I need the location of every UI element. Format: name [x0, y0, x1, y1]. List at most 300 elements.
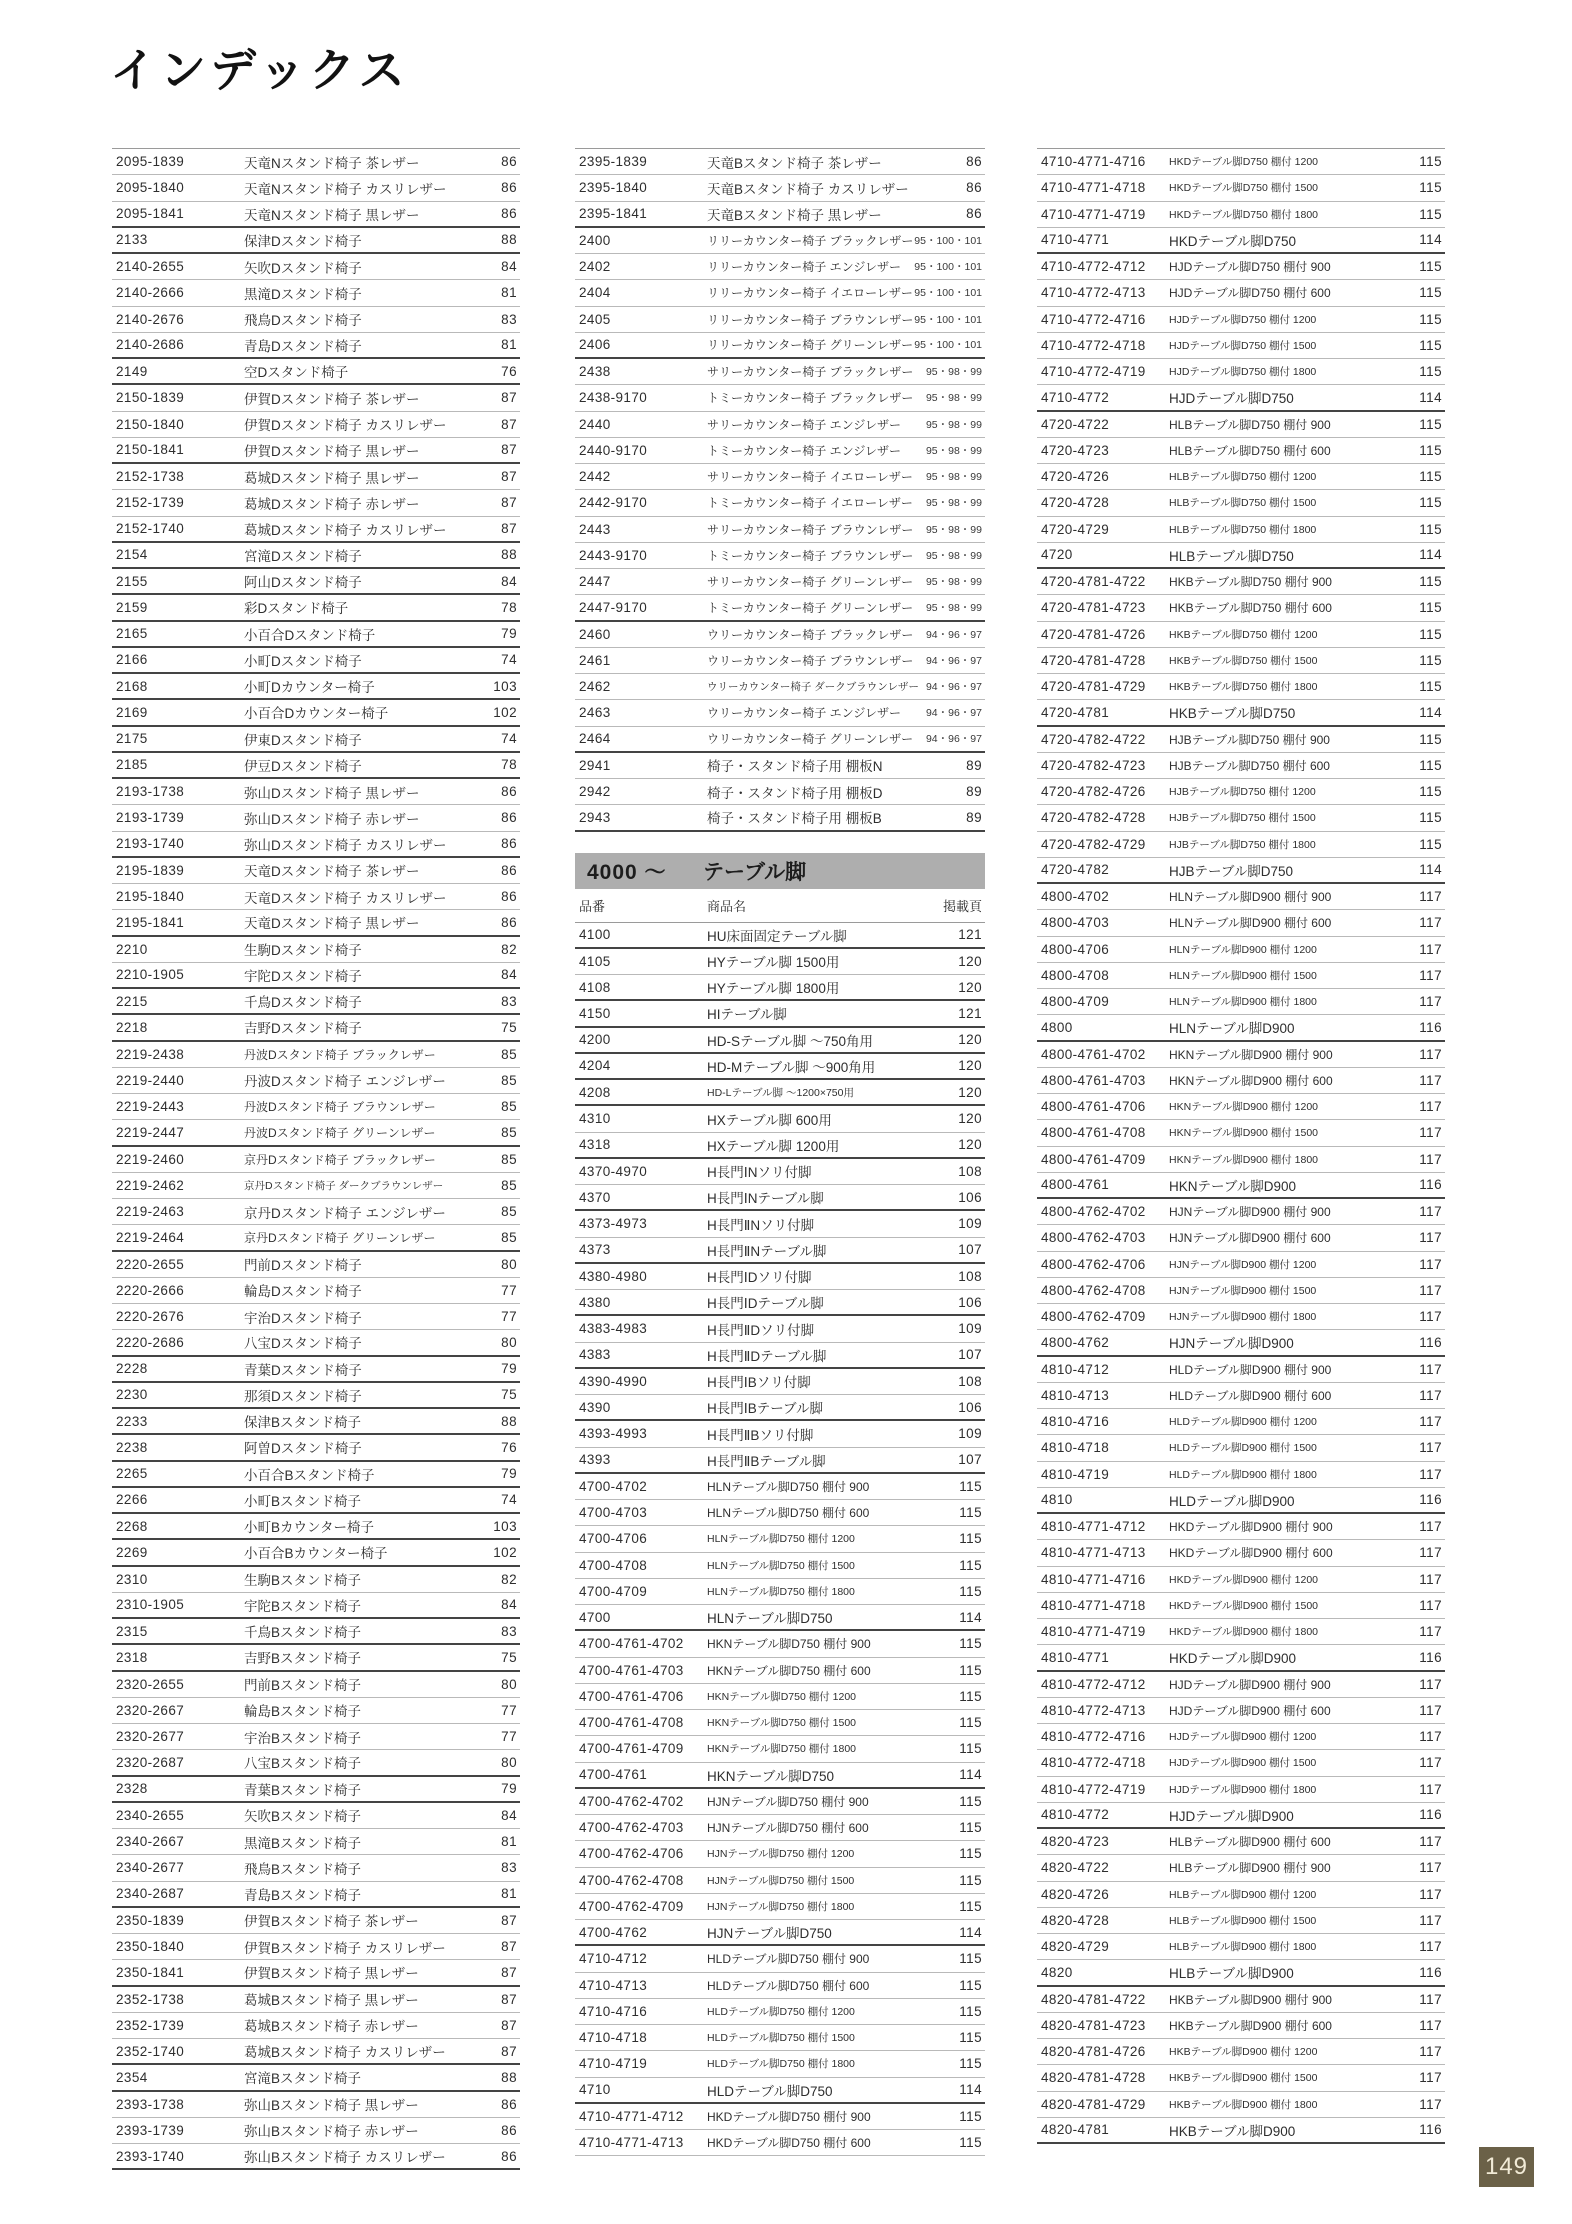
- index-row: [1037, 648, 1445, 674]
- product-name: HJDテーブル脚D750 棚付 1500: [1169, 339, 1317, 352]
- index-row: [1037, 307, 1445, 333]
- product-code: 2310: [116, 1571, 148, 1587]
- product-code: 2150-1841: [116, 442, 185, 458]
- product-name: HLBテーブル脚D750 棚付 1500: [1169, 497, 1317, 510]
- product-code: 4200: [579, 1032, 611, 1048]
- index-row: [575, 1605, 985, 1631]
- index-row: [575, 1841, 985, 1867]
- product-name: 八宝Bスタンド椅子: [244, 1756, 362, 1772]
- product-name: HJNテーブル脚D750: [707, 1926, 832, 1942]
- page-ref: 74: [501, 731, 517, 747]
- page-ref: 115: [959, 1531, 982, 1547]
- product-name: 弥山Dスタンド椅子 黒レザー: [244, 785, 420, 801]
- product-code: 4820-4781-4726: [1041, 2044, 1146, 2060]
- page-number-badge: 149: [1479, 2147, 1534, 2187]
- product-code: 4700: [579, 1609, 611, 1625]
- page-ref: 115: [1419, 784, 1442, 800]
- product-name: 宇陀Dスタンド椅子: [244, 968, 362, 984]
- index-row: [1037, 1199, 1445, 1225]
- product-name: 椅子・スタンド椅子用 棚板D: [707, 785, 883, 801]
- product-code: 4800-4762-4709: [1041, 1309, 1146, 1325]
- product-name: サリーカウンター椅子 イエローレザー: [707, 470, 913, 485]
- product-code: 2195-1840: [116, 889, 185, 905]
- product-code: 2352-1740: [116, 2043, 185, 2059]
- product-code: 2943: [579, 809, 611, 825]
- page-ref: 78: [501, 599, 517, 615]
- product-name: 八宝Dスタンド椅子: [244, 1336, 362, 1352]
- index-row: [575, 2130, 985, 2156]
- product-code: 2095-1841: [116, 206, 185, 222]
- index-row: [575, 1421, 985, 1447]
- product-name: HJNテーブル脚D900 棚付 1500: [1169, 1284, 1317, 1297]
- index-row: [575, 753, 985, 779]
- index-row: [1037, 1094, 1445, 1120]
- product-code: 2233: [116, 1413, 148, 1429]
- index-row: [1037, 280, 1445, 306]
- index-row: [112, 333, 520, 359]
- page-ref: 88: [501, 232, 517, 248]
- product-name: 天竜Dスタンド椅子 黒レザー: [244, 916, 420, 932]
- page-ref: 115: [1419, 259, 1442, 275]
- product-name: リリーカウンター椅子 ブラックレザー: [707, 233, 914, 248]
- product-name: 伊東Dスタンド椅子: [244, 732, 362, 748]
- index-row: [112, 2013, 520, 2039]
- page-ref: 77: [501, 1309, 517, 1325]
- index-row: [575, 1395, 985, 1421]
- product-code: 4710-4713: [579, 1977, 648, 1993]
- product-name: HLBテーブル脚D750 棚付 600: [1169, 443, 1331, 458]
- index-row: [112, 1698, 520, 1724]
- product-name: H長門ⅠBソリ付脚: [707, 1375, 811, 1391]
- index-row: [112, 1094, 520, 1120]
- product-code: 2443: [579, 521, 611, 537]
- product-code: 4700-4708: [579, 1557, 648, 1573]
- index-row: [1037, 1147, 1445, 1173]
- index-column-1: [112, 148, 520, 2170]
- page-ref: 117: [1419, 1755, 1442, 1771]
- index-row: [1037, 1567, 1445, 1593]
- page-ref: 117: [1419, 1072, 1442, 1088]
- product-code: 4820-4781-4728: [1041, 2070, 1146, 2086]
- index-row: [575, 727, 985, 753]
- product-code: 4318: [579, 1137, 611, 1153]
- product-name: H長門ⅡDソリ付脚: [707, 1322, 815, 1338]
- index-row: [1037, 727, 1445, 753]
- page-ref: 120: [958, 953, 982, 969]
- product-code: 4800-4762: [1041, 1334, 1110, 1350]
- product-code: 2320-2667: [116, 1702, 185, 1718]
- index-row: [575, 923, 985, 949]
- product-name: HLDテーブル脚D750 棚付 1800: [707, 2058, 855, 2071]
- product-name: 天竜Dスタンド椅子 茶レザー: [244, 864, 420, 880]
- product-code: 4700-4762-4709: [579, 1898, 684, 1914]
- product-code: 2440-9170: [579, 442, 648, 458]
- product-name: HKDテーブル脚D900 棚付 600: [1169, 1546, 1333, 1561]
- product-name: HKDテーブル脚D750 棚付 900: [707, 2109, 871, 2124]
- product-name: 弥山Dスタンド椅子 赤レザー: [244, 811, 420, 827]
- index-row: [112, 1068, 520, 1094]
- index-row: [575, 805, 985, 831]
- index-row: [112, 412, 520, 438]
- page-ref: 115: [959, 1583, 982, 1599]
- product-code: 4710-4712: [579, 1951, 648, 1967]
- product-code: 2443-9170: [579, 547, 648, 563]
- product-name: HLBテーブル脚D750: [1169, 548, 1294, 564]
- index-row: [575, 1553, 985, 1579]
- product-name: 天竜Bスタンド椅子 カスリレザー: [707, 181, 909, 197]
- page-ref: 115: [1419, 206, 1442, 222]
- product-name: 飛鳥Dスタンド椅子: [244, 313, 362, 329]
- index-row: [112, 1987, 520, 2013]
- page-ref: 84: [501, 573, 517, 589]
- product-name: HJNテーブル脚D900 棚付 600: [1169, 1231, 1331, 1246]
- product-code: 2169: [116, 704, 148, 720]
- product-name: HJNテーブル脚D750 棚付 600: [707, 1821, 869, 1836]
- product-name: 保津Bスタンド椅子: [244, 1415, 362, 1431]
- index-row: [112, 1777, 520, 1803]
- product-code: 4720-4728: [1041, 495, 1110, 511]
- product-code: 2220-2655: [116, 1256, 185, 1272]
- page-ref: 95・98・99: [925, 366, 982, 379]
- page-ref: 80: [501, 1676, 517, 1692]
- product-name: HKDテーブル脚D750 棚付 600: [707, 2136, 871, 2151]
- product-name: HJDテーブル脚D900 棚付 600: [1169, 1703, 1331, 1718]
- index-row: [112, 254, 520, 280]
- product-name: H長門ⅡDテーブル脚: [707, 1348, 827, 1364]
- product-name: HJNテーブル脚D750 棚付 1800: [707, 1900, 855, 1913]
- product-code: 2150-1839: [116, 390, 185, 406]
- product-name: 京丹Dスタンド椅子 ダークブラウンレザー: [244, 1179, 444, 1192]
- index-row: [1037, 779, 1445, 805]
- index-row: [112, 674, 520, 700]
- page-ref: 115: [1419, 442, 1442, 458]
- page-ref: 80: [501, 1256, 517, 1272]
- index-row: [112, 1619, 520, 1645]
- page-ref: 115: [959, 1951, 982, 1967]
- page-ref: 115: [1419, 731, 1442, 747]
- index-row: [1037, 1934, 1445, 1960]
- page-ref: 83: [501, 311, 517, 327]
- index-row: [575, 333, 985, 359]
- index-row: [112, 1645, 520, 1671]
- index-row: [1037, 359, 1445, 385]
- product-code: 2219-2443: [116, 1099, 185, 1115]
- index-row: [112, 490, 520, 516]
- product-name: HXテーブル脚 1200用: [707, 1138, 840, 1154]
- product-name: 千鳥Bスタンド椅子: [244, 1625, 362, 1641]
- product-name: 那須Dスタンド椅子: [244, 1388, 362, 1404]
- product-code: 2395-1839: [579, 154, 648, 170]
- product-code: 4820-4722: [1041, 1860, 1110, 1876]
- index-row: [1037, 1777, 1445, 1803]
- product-code: 2269: [116, 1544, 148, 1560]
- product-code: 4100: [579, 927, 611, 943]
- page-ref: 115: [1419, 574, 1442, 590]
- product-name: HLNテーブル脚D900: [1169, 1021, 1295, 1037]
- page-ref: 108: [958, 1163, 982, 1179]
- product-code: 2352-1738: [116, 1991, 185, 2007]
- index-row: [1037, 1304, 1445, 1330]
- index-row: [1037, 490, 1445, 516]
- product-code: 4710-4771-4716: [1041, 154, 1146, 170]
- product-code: 2354: [116, 2069, 148, 2085]
- index-row: [575, 1080, 985, 1106]
- index-row: [112, 1383, 520, 1409]
- product-code: 4810-4772-4716: [1041, 1729, 1146, 1745]
- page-ref: 75: [501, 1649, 517, 1665]
- product-code: 2133: [116, 232, 148, 248]
- page-ref: 87: [501, 390, 517, 406]
- product-code: 2219-2463: [116, 1204, 185, 1220]
- page-ref: 86: [501, 889, 517, 905]
- index-row: [112, 1540, 520, 1566]
- index-row: [575, 1159, 985, 1185]
- product-name: HJBテーブル脚D750 棚付 1200: [1169, 786, 1316, 799]
- product-code: 4800-4761-4709: [1041, 1151, 1146, 1167]
- index-row: [1037, 412, 1445, 438]
- product-name: HLNテーブル脚D750 棚付 600: [707, 1506, 870, 1521]
- product-code: 2442-9170: [579, 495, 648, 511]
- product-name: 京丹Dスタンド椅子 ブラックレザー: [244, 1152, 436, 1167]
- product-code: 4720-4781: [1041, 704, 1110, 720]
- page-ref: 81: [501, 285, 517, 301]
- product-name: 伊賀Dスタンド椅子 黒レザー: [244, 443, 420, 459]
- product-name: HKBテーブル脚D900 棚付 600: [1169, 2018, 1332, 2033]
- index-row: [575, 1631, 985, 1657]
- product-code: 4700-4706: [579, 1531, 648, 1547]
- product-code: 4108: [579, 979, 611, 995]
- product-name: 葛城Bスタンド椅子 赤レザー: [244, 2019, 419, 2035]
- page-ref: 114: [1419, 862, 1442, 878]
- product-name: H長門ⅡBテーブル脚: [707, 1453, 826, 1469]
- page-ref: 86: [966, 154, 982, 170]
- index-row: [1037, 805, 1445, 831]
- page-ref: 117: [1419, 1361, 1442, 1377]
- page-ref: 85: [501, 1124, 517, 1140]
- index-row: [1037, 333, 1445, 359]
- page-ref: 86: [501, 180, 517, 196]
- product-code: 4700-4761-4702: [579, 1636, 684, 1652]
- product-name: HLNテーブル脚D900 棚付 900: [1169, 890, 1332, 905]
- product-code: 4800: [1041, 1019, 1073, 1035]
- product-name: HKDテーブル脚D750: [1169, 233, 1297, 249]
- product-code: 4810-4771-4712: [1041, 1519, 1146, 1535]
- page-ref: 82: [501, 941, 517, 957]
- index-row: [112, 1567, 520, 1593]
- index-row: [1037, 1120, 1445, 1146]
- product-code: 4710: [579, 2082, 611, 2098]
- product-code: 2219-2438: [116, 1046, 185, 1062]
- index-row: [112, 1435, 520, 1461]
- page-ref: 117: [1419, 1624, 1442, 1640]
- product-code: 2438: [579, 364, 611, 380]
- page-ref: 83: [501, 993, 517, 1009]
- page-ref: 95・98・99: [925, 418, 982, 431]
- product-code: 2218: [116, 1019, 148, 1035]
- product-code: 4710-4772-4719: [1041, 364, 1146, 380]
- page-ref: 84: [501, 259, 517, 275]
- page-ref: 83: [501, 1860, 517, 1876]
- page-ref: 81: [501, 337, 517, 353]
- page-ref: 78: [501, 757, 517, 773]
- page-ref: 115: [1419, 154, 1442, 170]
- product-name: HLNテーブル脚D750: [707, 1611, 833, 1627]
- product-code: 2165: [116, 626, 148, 642]
- product-name: 宮滝Bスタンド椅子: [244, 2071, 362, 2087]
- page-ref: 120: [958, 1111, 982, 1127]
- page-ref: 95・98・99: [925, 523, 982, 536]
- page-ref: 115: [959, 1662, 982, 1678]
- page-ref: 83: [501, 1623, 517, 1639]
- product-code: 4810-4771-4716: [1041, 1571, 1146, 1587]
- product-name: HD-Sテーブル脚 ～750角用: [707, 1033, 874, 1049]
- index-row: [575, 1815, 985, 1841]
- product-code: 2166: [116, 652, 148, 668]
- index-row: [575, 202, 985, 228]
- product-code: 4810-4718: [1041, 1440, 1110, 1456]
- page-ref: 117: [1419, 1414, 1442, 1430]
- index-row: [575, 1028, 985, 1054]
- product-name: 小町Dカウンター椅子: [244, 680, 375, 696]
- index-row: [1037, 1252, 1445, 1278]
- product-name: HKDテーブル脚D750 棚付 1200: [1169, 156, 1319, 169]
- index-row: [575, 1474, 985, 1500]
- product-name: 宇治Dスタンド椅子: [244, 1310, 362, 1326]
- index-row: [1037, 1645, 1445, 1671]
- index-row: [1037, 1330, 1445, 1356]
- product-code: 4810-4719: [1041, 1466, 1110, 1482]
- product-name: HLNテーブル脚D900 棚付 600: [1169, 916, 1332, 931]
- index-row: [575, 975, 985, 1001]
- product-name: 小町Bカウンター椅子: [244, 1520, 374, 1536]
- page-ref: 107: [958, 1347, 982, 1363]
- product-code: 4800-4762-4703: [1041, 1230, 1146, 1246]
- index-row: [1037, 1855, 1445, 1881]
- product-name: 伊豆Dスタンド椅子: [244, 758, 362, 774]
- header-product-name: 商品名: [707, 898, 747, 914]
- index-table-chairs-2: [575, 148, 985, 832]
- page-ref: 117: [1419, 1256, 1442, 1272]
- product-name: HJBテーブル脚D750 棚付 900: [1169, 732, 1330, 747]
- product-code: 4720: [1041, 547, 1073, 563]
- product-name: HLDテーブル脚D900 棚付 1200: [1169, 1416, 1317, 1429]
- page-ref: 117: [1419, 1046, 1442, 1062]
- product-name: HD-Mテーブル脚 ～900角用: [707, 1059, 876, 1075]
- product-name: HLDテーブル脚D750 棚付 1200: [707, 2005, 855, 2018]
- product-name: 黒滝Bスタンド椅子: [244, 1835, 362, 1851]
- page-ref: 86: [501, 2122, 517, 2138]
- index-row: [575, 1001, 985, 1027]
- page-ref: 115: [1419, 836, 1442, 852]
- section-header-table-legs: [575, 853, 985, 889]
- product-code: 4700-4762-4708: [579, 1872, 684, 1888]
- product-code: 4820-4728: [1041, 1912, 1110, 1928]
- product-code: 2461: [579, 652, 611, 668]
- index-row: [575, 1710, 985, 1736]
- page-ref: 87: [501, 442, 517, 458]
- product-code: 2268: [116, 1518, 148, 1534]
- product-name: 小町Bスタンド椅子: [244, 1493, 362, 1509]
- product-name: 天竜Nスタンド椅子 茶レザー: [244, 155, 420, 171]
- product-name: HJDテーブル脚D750 棚付 600: [1169, 286, 1331, 301]
- page-ref: 117: [1419, 2017, 1442, 2033]
- page-ref: 115: [959, 1820, 982, 1836]
- page-ref: 80: [501, 1334, 517, 1350]
- page-ref: 117: [1419, 1886, 1442, 1902]
- index-row: [575, 1868, 985, 1894]
- index-row: [112, 1120, 520, 1146]
- product-code: 4810-4772: [1041, 1807, 1110, 1823]
- product-code: 4720-4723: [1041, 442, 1110, 458]
- page-ref: 115: [1419, 757, 1442, 773]
- product-code: 4820-4729: [1041, 1939, 1110, 1955]
- page-ref: 94・96・97: [925, 681, 982, 694]
- page-ref: 115: [1419, 180, 1442, 196]
- product-code: 2140-2686: [116, 337, 185, 353]
- page-ref: 95・98・99: [925, 601, 982, 614]
- product-name: HJBテーブル脚D750 棚付 600: [1169, 758, 1330, 773]
- index-row: [112, 1803, 520, 1829]
- product-code: 4700-4761: [579, 1767, 648, 1783]
- product-code: 2140-2676: [116, 311, 185, 327]
- product-name: HJBテーブル脚D750 棚付 1500: [1169, 812, 1316, 825]
- page-ref: 89: [966, 784, 982, 800]
- product-code: 4393: [579, 1452, 611, 1468]
- product-code: 4710-4772-4712: [1041, 259, 1146, 275]
- index-row: [112, 779, 520, 805]
- page-ref: 121: [958, 1005, 982, 1021]
- index-row: [112, 202, 520, 228]
- product-code: 2404: [579, 285, 611, 301]
- product-name: HLBテーブル脚D750 棚付 1800: [1169, 523, 1317, 536]
- page-ref: 117: [1419, 1466, 1442, 1482]
- index-row: [575, 1185, 985, 1211]
- index-row: [112, 175, 520, 201]
- page-ref: 114: [1419, 389, 1442, 405]
- product-name: HKNテーブル脚D750: [707, 1768, 835, 1784]
- page-ref: 77: [501, 1729, 517, 1745]
- page-ref: 85: [501, 1177, 517, 1193]
- index-row: [1037, 149, 1445, 175]
- product-code: 4700-4702: [579, 1478, 648, 1494]
- product-name: HJNテーブル脚D900 棚付 1200: [1169, 1258, 1317, 1271]
- product-name: 生駒Bスタンド椅子: [244, 1573, 362, 1589]
- page-ref: 117: [1419, 1991, 1442, 2007]
- product-code: 2238: [116, 1439, 148, 1455]
- product-name: HKNテーブル脚D900 棚付 900: [1169, 1047, 1333, 1062]
- page-ref: 106: [958, 1294, 982, 1310]
- product-code: 4710-4718: [579, 2030, 648, 2046]
- index-row: [1037, 1435, 1445, 1461]
- index-row: [1037, 1672, 1445, 1698]
- product-code: 2265: [116, 1466, 148, 1482]
- index-row: [112, 937, 520, 963]
- table-column-headers: [575, 889, 985, 923]
- product-code: 4700-4761-4708: [579, 1715, 684, 1731]
- index-row: [1037, 385, 1445, 411]
- product-code: 4700-4762: [579, 1924, 648, 1940]
- page-ref: 115: [1419, 311, 1442, 327]
- product-name: 矢吹Bスタンド椅子: [244, 1809, 362, 1825]
- product-name: HJNテーブル脚D750 棚付 1500: [707, 1874, 855, 1887]
- product-code: 4720-4782-4722: [1041, 731, 1146, 747]
- page-ref: 108: [958, 1268, 982, 1284]
- page-ref: 109: [958, 1426, 982, 1442]
- page-ref: 117: [1419, 1387, 1442, 1403]
- index-row: [575, 1526, 985, 1552]
- index-row: [575, 1973, 985, 1999]
- product-name: 葛城Dスタンド椅子 カスリレザー: [244, 522, 447, 538]
